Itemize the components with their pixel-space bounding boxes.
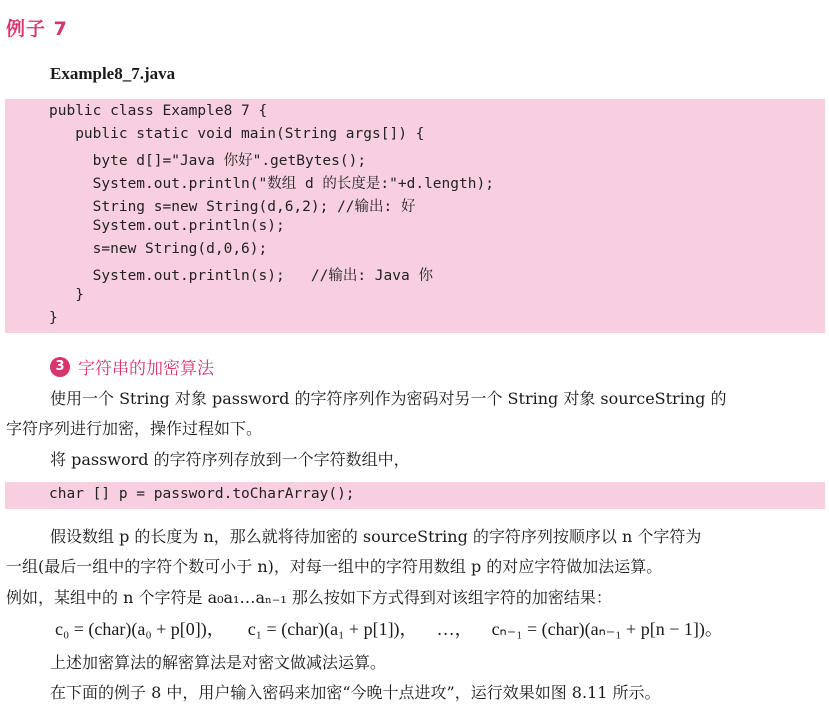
code-line: System.out.println("数组 d 的长度是:"+d.length); (49, 176, 494, 192)
section-title: 字符串的加密算法 (78, 359, 214, 379)
code-line: } (49, 287, 84, 303)
paragraph-line: 在下面的例子 8 中，用户输入密码来加密“今晚十点进攻”，运行效果如图 8.11 所示。 (50, 683, 661, 702)
section-heading (50, 354, 214, 379)
code-line: byte d[]="Java 你好".getBytes(); (49, 153, 367, 169)
paragraph-line: 一组(最后一组中的字符个数可小于 n)，对每一组中的字符用数组 p 的对应字符做加法运算。 (6, 557, 663, 576)
code-line: System.out.println(s); (49, 218, 285, 234)
code-line: } (49, 310, 58, 326)
section-number-badge: 3 (50, 357, 70, 377)
paragraph-line: 上述加密算法的解密算法是对密文做减法运算。 (50, 653, 387, 672)
paragraph-line: 假设数组 p 的长度为 n，那么就将待加密的 sourceString 的字符序列按顺序以 n 个字符为 (50, 527, 702, 546)
code-filename: Example8_7.java (50, 64, 176, 83)
example-tag: 例子 7 (6, 18, 68, 40)
formula-term: c₁ = (char)(a₁ + p[1])， (247, 619, 418, 639)
code-line: char [] p = password.toCharArray(); (49, 486, 355, 502)
formula-term: …， (436, 619, 473, 639)
code-line: public class Example8 7 { (49, 103, 268, 119)
paragraph-line: 例如，某组中的 n 个字符是 a₀a₁…aₙ₋₁ 那么按如下方式得到对该组字符的加密结果： (6, 588, 612, 607)
formula-term: cₙ₋₁ = (char)(aₙ₋₁ + p[n − 1])。 (491, 619, 723, 639)
code-strip (5, 482, 825, 509)
code-block (5, 99, 825, 333)
paragraph-line: 字符序列进行加密，操作过程如下。 (6, 419, 263, 438)
code-line: String s=new String(d,6,2); //输出: 好 (49, 199, 416, 215)
encryption-formula (55, 615, 723, 641)
formula-term: c₀ = (char)(a₀ + p[0])， (55, 619, 225, 639)
code-line: s=new String(d,0,6); (49, 241, 268, 257)
paragraph-line: 将 password 的字符序列存放到一个字符数组中， (50, 450, 410, 469)
paragraph-line: 使用一个 String 对象 password 的字符序列作为密码对另一个 String 对象 sourceString 的 (50, 389, 727, 408)
code-line: System.out.println(s); //输出: Java 你 (49, 268, 433, 284)
code-line: public static void main(String args[]) { (49, 126, 425, 142)
